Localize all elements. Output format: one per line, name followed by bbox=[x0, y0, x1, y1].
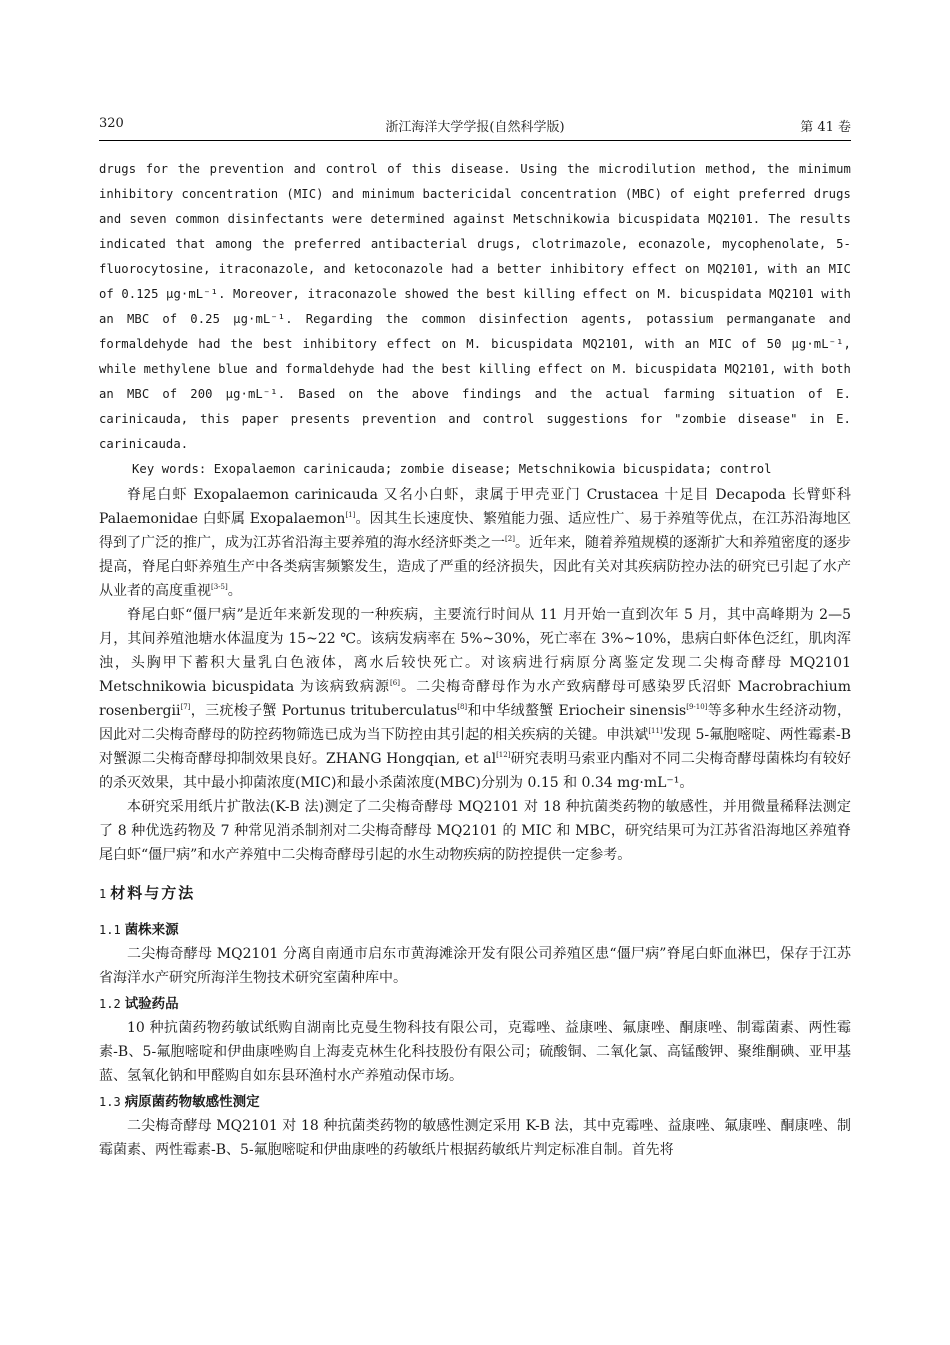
intro-p1-text: 脊尾白虾 Exopalaemon carinicauda 又名小白虾，隶属于甲壳亚门 Crustacea 十足目 Decapoda 长臂虾科 Palaemonidae 白虾属 Exopalaemon bbox=[99, 487, 851, 527]
intro-p2-text: 。二尖梅奇酵母作为水产致病酵母可感染罗氏沼虾 Macrobrachium rosenbergii bbox=[99, 679, 851, 719]
subsection-number: 1.1 bbox=[99, 923, 121, 937]
abstract-text: drugs for the prevention and control of this disease. Using the microdilution method, the minimum inhibitory concentration (MIC) and minimum bactericidal concentration (MBC) of eight preferred drugs and seven common disinfectants were determined against Metschnikowia bicuspidata MQ2101. The results indicated that among the preferred antibacterial drugs, clotrimazole, econazole, mycophenolate, 5-fluorocytosine, itraconazole, and ketoconazole had a better inhibitory effect on MQ2101, with an MIC of 0.125 μg·mL⁻¹. Moreover, itraconazole showed the best killing effect on M. bicuspidata MQ2101 with an MBC of 0.25 μg·mL⁻¹. Regarding the common disinfection agents, potassium permanganate and formaldehyde had the best inhibitory effect on M. bicuspidata MQ2101, with an MIC of 50 μg·mL⁻¹, while methylene blue and formaldehyde had the best killing effect on M. bicuspidata MQ2101, with both an MBC of 200 μg·mL⁻¹. Based on the above findings and the actual farming situation of E. carinicauda, this paper presents prevention and control suggestions for "zombie disease" in E. carinicauda. bbox=[99, 162, 851, 451]
page-number: 320 bbox=[99, 116, 124, 131]
keywords: Key words: Exopalaemon carinicauda; zombie disease; Metschnikowia bicuspidata; control bbox=[132, 462, 772, 476]
citation: [6] bbox=[390, 679, 400, 687]
intro-p2-text: 和中华绒螯蟹 Eriocheir sinensis bbox=[467, 703, 687, 719]
intro-paragraph-1 bbox=[99, 483, 851, 603]
citation: [2] bbox=[505, 535, 515, 543]
volume-label: 第 41 卷 bbox=[800, 120, 851, 135]
journal-title: 浙江海洋大学学报(自然科学版) bbox=[385, 120, 565, 135]
citation: [8] bbox=[457, 703, 468, 711]
subsection-number: 1.2 bbox=[99, 997, 121, 1011]
section-heading bbox=[99, 881, 851, 906]
citation: [12] bbox=[496, 751, 511, 759]
section-number: 1 bbox=[99, 887, 107, 901]
citation: [11] bbox=[648, 727, 663, 735]
drugs-paragraph: 10 种抗菌药物药敏试纸购自湖南比克曼生物科技有限公司，克霉唑、益康唑、氟康唑、酮康唑、制霉菌素、两性霉素-B、5-氟胞嘧啶和伊曲康唑购自上海麦克林生化科技股份有限公司；硫酸铜、二氧化氯、高锰酸钾、聚维酮碘、亚甲基蓝、氢氧化钠和甲醛购自如东县环渔村水产养殖动保市场。 bbox=[99, 1020, 851, 1084]
intro-p2-text: 等多种水生经济动物，因此对二尖梅奇酵母的防控药物筛选已成为当下防控由其引起的相关疾病的关键。申洪斌 bbox=[99, 703, 852, 743]
subsection-title: 病原菌药物敏感性测定 bbox=[124, 1094, 260, 1110]
subsection-title: 菌株来源 bbox=[124, 922, 179, 938]
subsection-number: 1.3 bbox=[99, 1095, 121, 1109]
citation: [9-10] bbox=[686, 703, 708, 711]
intro-paragraph-3: 本研究采用纸片扩散法(K-B 法)测定了二尖梅奇酵母 MQ2101 对 18 种抗菌类药物的敏感性，并用微量稀释法测定了 8 种优选药物及 7 种常见消杀制剂对二尖梅奇酵母 MQ2101 的 MIC 和 MBC，研究结果可为江苏省沿海地区养殖脊尾白虾“僵尸病”和水产养殖中二尖梅奇酵母引起的水生动物疾病的防控提供一定参考。 bbox=[99, 799, 851, 863]
running-header bbox=[99, 116, 851, 138]
subsection-title: 试验药品 bbox=[124, 996, 179, 1012]
citation: [7] bbox=[180, 703, 191, 711]
section-title: 材料与方法 bbox=[110, 884, 196, 902]
main-body bbox=[99, 483, 851, 1162]
subsection-heading bbox=[99, 1090, 851, 1114]
intro-p2-text: 脊尾白虾“僵尸病”是近年来新发现的一种疾病，主要流行时间从 11 月开始一直到次年 5 月，其中高峰期为 2—5 月，其间养殖池塘水体温度为 15~22 ℃。该病发病率在 5%~30%，死亡率在 3%~10%，患病白虾体色泛红，肌肉浑浊，头胸甲下蓄积大量乳白色液体，离水后较快死亡。对该病进行病原分离鉴定发现二尖梅奇酵母 MQ2101 Metschnikowia bicuspidata 为该病致病源 bbox=[99, 607, 851, 695]
intro-p2-text: 研究表明马索亚内酯对不同二尖梅奇酵母菌株均有较好的杀灭效果，其中最小抑菌浓度(MIC)和最小杀菌浓度(MBC)分别为 0.15 和 0.34 mg·mL⁻¹。 bbox=[99, 751, 852, 791]
header-rule bbox=[99, 140, 851, 141]
strain-source-paragraph: 二尖梅奇酵母 MQ2101 分离自南通市启东市黄海滩涂开发有限公司养殖区患“僵尸病”脊尾白虾血淋巴，保存于江苏省海洋水产研究所海洋生物技术研究室菌种库中。 bbox=[99, 946, 851, 986]
citation: [1] bbox=[345, 511, 356, 519]
intro-paragraph-2 bbox=[99, 603, 851, 795]
subsection-heading bbox=[99, 992, 851, 1016]
intro-p1-text: 。 bbox=[227, 583, 242, 599]
intro-p1-text: 。因其生长速度快、繁殖能力强、适应性广、易于养殖等优点，在江苏沿海地区得到了广泛的推广，成为江苏省沿海主要养殖的海水经济虾类之一 bbox=[99, 511, 852, 551]
sensitivity-paragraph: 二尖梅奇酵母 MQ2101 对 18 种抗菌类药物的敏感性测定采用 K-B 法，其中克霉唑、益康唑、氟康唑、酮康唑、制霉菌素、两性霉素-B、5-氟胞嘧啶和伊曲康唑的药敏纸片根据药敏纸片判定标准自制。首先将 bbox=[99, 1118, 851, 1158]
subsection-heading bbox=[99, 918, 851, 942]
english-abstract bbox=[99, 157, 851, 482]
intro-p2-text: 发现 5-氟胞嘧啶、两性霉素-B 对蟹源二尖梅奇酵母抑制效果良好。ZHANG Hongqian, et al bbox=[99, 727, 852, 767]
intro-p1-text: 。近年来，随着养殖规模的逐渐扩大和养殖密度的逐步提高，脊尾白虾养殖生产中各类病害频繁发生，造成了严重的经济损失，因此有关对其疾病防控办法的研究已引起了水产从业者的高度重视 bbox=[99, 535, 852, 599]
intro-p2-text: ，三疣梭子蟹 Portunus trituberculatus bbox=[190, 703, 458, 719]
citation: [3-5] bbox=[211, 583, 228, 591]
